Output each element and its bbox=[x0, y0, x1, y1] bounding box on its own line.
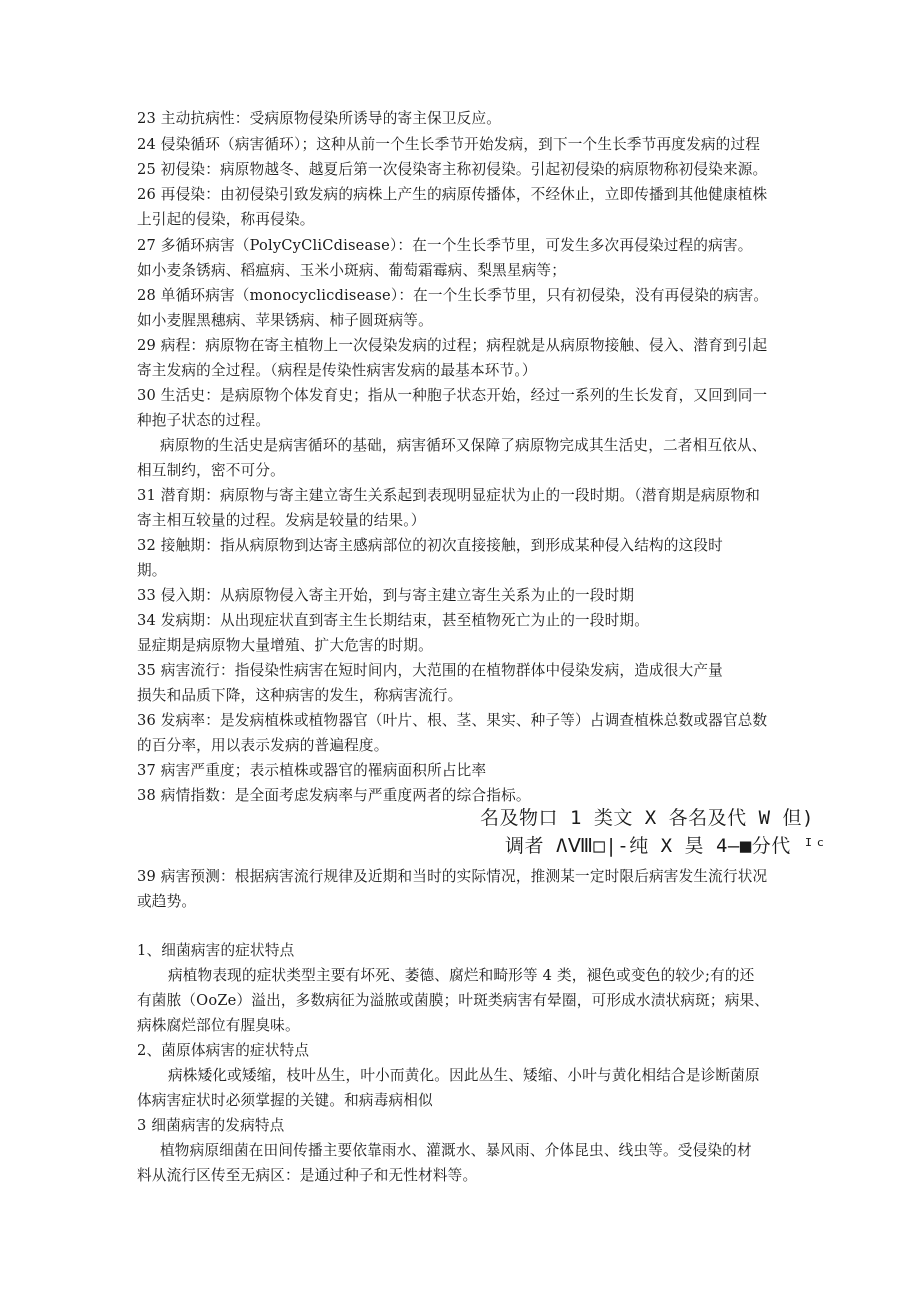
text-line: 36 发病率：是发病植株或植物器官（叶片、根、茎、果实、种子等）占调查植株总数或器官总数 bbox=[137, 712, 768, 729]
text-line: 29 病程：病原物在寄主植物上一次侵染发病的过程；病程就是从病原物接触、侵入、潜育到引起 bbox=[137, 337, 768, 354]
text-line: 39 病害预测：根据病害流行规律及近期和当时的实际情况，推测某一定时限后病害发生流行状况 bbox=[137, 868, 768, 885]
text-line: 34 发病期：从出现症状直到寄主生长期结束，甚至植物死亡为止的一段时期。 bbox=[137, 612, 650, 629]
text-line: 的百分率，用以表示发病的普遍程度。 bbox=[137, 737, 389, 754]
text-line: 25 初侵染：病原物越冬、越夏后第一次侵染寄主称初侵染。引起初侵染的病原物称初侵染来源。 bbox=[137, 161, 768, 178]
text-line: 上引起的侵染，称再侵染。 bbox=[137, 211, 315, 228]
text-line: 27 多循环病害（PolyCyCliCdisease）：在一个生长季节里，可发生多次再侵染过程的病害。 bbox=[137, 237, 753, 254]
text-line: 期。 bbox=[137, 562, 167, 579]
text-line: 寄主相互较量的过程。发病是较量的结果。） bbox=[137, 512, 426, 529]
text-line: 或趋势。 bbox=[137, 893, 197, 910]
text-line: 病株矮化或矮缩，枝叶丛生，叶小而黄化。因此丛生、矮缩、小叶与黄化相结合是诊断菌原 bbox=[168, 1067, 760, 1084]
text-line: 显症期是病原物大量增殖、扩大危害的时期。 bbox=[137, 637, 433, 654]
text-line: 24 侵染循环（病害循环）；这种从前一个生长季节开始发病，到下一个生长季节再度发病的过程 bbox=[137, 136, 761, 153]
section-heading: 2、菌原体病害的症状特点 bbox=[137, 1042, 310, 1059]
text-line: 如小麦条锈病、稻瘟病、玉米小斑病、葡萄霜霉病、梨黑星病等； bbox=[137, 262, 567, 279]
text-line: 体病害症状时必须掌握的关键。和病毒病相似 bbox=[137, 1092, 433, 1109]
formula-line-1: 名及物口 1 类文 X 各名及代 W 但) bbox=[480, 807, 814, 829]
text-line: 32 接触期：指从病原物到达寄主感病部位的初次直接接触，到形成某种侵入结构的这段时 bbox=[137, 537, 723, 554]
text-line: 种抱子状态的过程。 bbox=[137, 412, 271, 429]
text-line: 料从流行区传至无病区：是通过种子和无性材料等。 bbox=[137, 1167, 478, 1184]
text-line: 33 侵入期：从病原物侵入寄主开始，到与寄主建立寄生关系为止的一段时期 bbox=[137, 587, 635, 604]
section-heading: 1、细菌病害的症状特点 bbox=[137, 942, 295, 959]
text-line: 30 生活史：是病原物个体发育史；指从一种胞子状态开始，经过一系列的生长发育，又回到同一 bbox=[137, 387, 768, 404]
text-line: 如小麦腥黑穗病、苹果锈病、柿子圆斑病等。 bbox=[137, 312, 433, 329]
text-line: 植物病原细菌在田间传播主要依靠雨水、灌溉水、暴风雨、介体昆虫、线虫等。受侵染的材 bbox=[160, 1142, 752, 1159]
text-line: 37 病害严重度；表示植株或器官的罹病面积所占比率 bbox=[137, 762, 487, 779]
formula-line-2: 调者 ΛⅧ□|-纯 X 昊 4—■分代 ᴵᶜ bbox=[505, 835, 827, 857]
text-line: 寄主发病的全过程。（病程是传染性病害发病的最基本环节。） bbox=[137, 362, 537, 379]
text-line: 病原物的生活史是病害循环的基础，病害循环又保障了病原物完成其生活史，二者相互依从、 bbox=[160, 437, 767, 454]
text-line: 31 潜育期：病原物与寄主建立寄生关系起到表现明显症状为止的一段时期。（潜育期是病原物和 bbox=[137, 487, 761, 504]
text-line: 35 病害流行：指侵染性病害在短时间内，大范围的在植物群体中侵染发病，造成很大产量 bbox=[137, 662, 723, 679]
section-heading: 3 细菌病害的发病特点 bbox=[137, 1117, 285, 1134]
text-line: 26 再侵染：由初侵染引致发病的病株上产生的病原传播体，不经休止，立即传播到其他健康植株 bbox=[137, 186, 768, 203]
text-line: 病株腐烂部位有腥臭味。 bbox=[137, 1017, 300, 1034]
text-line: 损失和品质下降，这种病害的发生，称病害流行。 bbox=[137, 687, 463, 704]
text-line: 相互制约，密不可分。 bbox=[137, 462, 285, 479]
text-line: 38 病情指数：是全面考虑发病率与严重度两者的综合指标。 bbox=[137, 787, 531, 804]
text-line: 病植物表现的症状类型主要有坏死、萎德、腐烂和畸形等 4 类，褪色或变色的较少;有的还 bbox=[168, 967, 755, 984]
text-line: 28 单循环病害（monocyclicdisease）：在一个生长季节里，只有初侵染，没有再侵染的病害。 bbox=[137, 287, 769, 304]
text-line: 有菌脓（OoZe）溢出，多数病征为溢脓或菌膜；叶斑类病害有晕圈，可形成水渍状病斑；病果、 bbox=[137, 992, 770, 1009]
text-line: 23 主动抗病性：受病原物侵染所诱导的寄主保卫反应。 bbox=[137, 110, 502, 127]
